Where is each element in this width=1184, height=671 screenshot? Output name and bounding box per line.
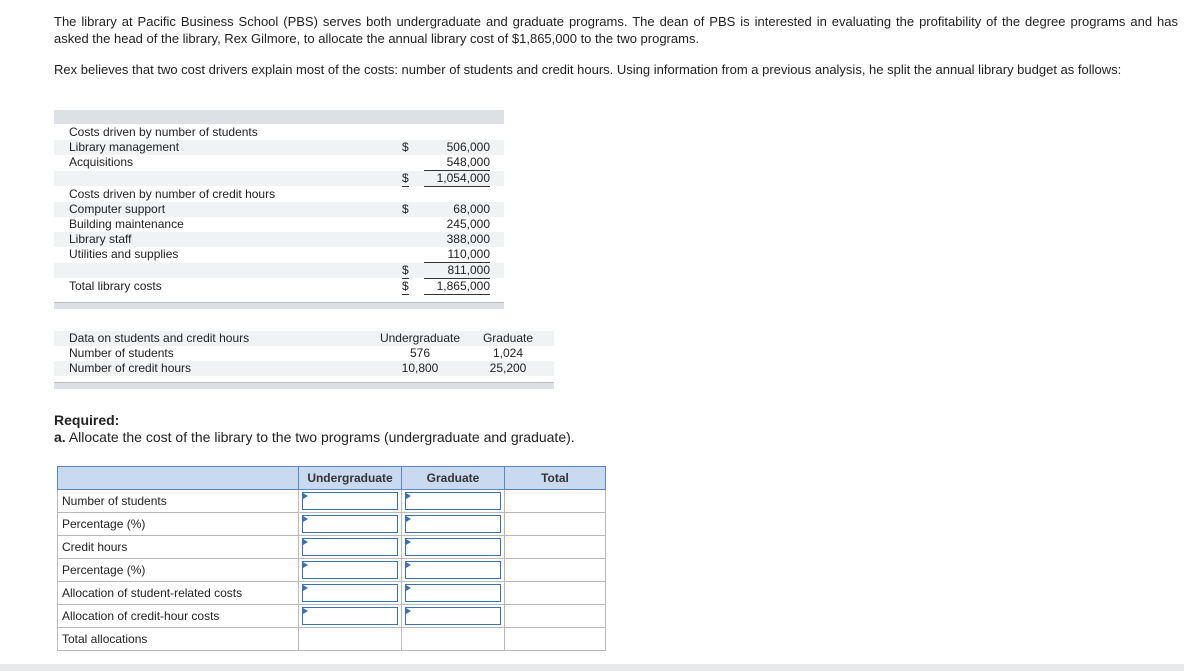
grad-input[interactable]: [405, 561, 501, 579]
undergrad-input[interactable]: [302, 584, 398, 602]
undergrad-input[interactable]: [302, 515, 398, 533]
total-label: Total library costs: [69, 279, 162, 293]
undergrad-cell: [299, 490, 402, 513]
total-cell: [505, 536, 606, 559]
undergrad-input[interactable]: [302, 561, 398, 579]
required-question: a. Allocate the cost of the library to the two programs (undergraduate and graduate).: [54, 429, 575, 445]
row-label: Percentage (%): [58, 559, 299, 582]
cost-label: Acquisitions: [69, 155, 134, 169]
undergrad-cell: [299, 559, 402, 582]
total-cell: [505, 628, 606, 651]
data-header-row: Data on students and credit hours Undergraduate Graduate: [54, 331, 554, 346]
required-section: [54, 412, 575, 446]
cost-label: Building maintenance: [69, 217, 184, 231]
cost-subtotal-row: [54, 263, 504, 278]
total-amount: 1,865,000: [424, 279, 490, 295]
grad-cell: [402, 536, 505, 559]
header-graduate: Graduate: [402, 467, 505, 490]
cost-amount: 68,000: [453, 202, 490, 216]
grad-cell: [402, 513, 505, 536]
row-label: Percentage (%): [58, 513, 299, 536]
answer-header-row: [58, 467, 606, 490]
undergrad-input[interactable]: [302, 607, 398, 625]
header-total: Total: [505, 467, 606, 490]
cost-amount: 506,000: [446, 140, 490, 154]
cost-amount: 110,000: [424, 247, 490, 263]
row-label: Allocation of student-related costs: [58, 582, 299, 605]
grad-total-cell: [402, 628, 505, 651]
header-undergraduate: Undergraduate: [299, 467, 402, 490]
answer-row: [58, 559, 606, 582]
undergrad-cell: [299, 536, 402, 559]
cost-row: [54, 140, 504, 155]
intro-paragraph-1: The library at Pacific Business School (PBS) serves both undergraduate and graduate programs. The dean of PBS is interested in evaluating the profitability of the degree programs and has asked the head of the library, Rex Gilmore, to allocate the annual library cost of $1,865,000 to the two programs.: [54, 14, 1178, 46]
header-blank: [58, 467, 299, 490]
answer-row: [58, 490, 606, 513]
cost-row: [54, 202, 504, 217]
table-top-bar: [54, 110, 504, 124]
grad-cell: [402, 605, 505, 628]
cost-section-header: Costs driven by number of credit hours: [69, 187, 276, 201]
grad-cell: [402, 490, 505, 513]
answer-total-row: [58, 628, 606, 651]
cost-row: [54, 155, 504, 170]
row-label: Credit hours: [58, 536, 299, 559]
student-credit-data-table: [54, 331, 554, 389]
cost-row: [54, 217, 504, 232]
dollar-sign: $: [402, 140, 409, 154]
row-label: Total allocations: [58, 628, 299, 651]
undergrad-cell: [299, 582, 402, 605]
total-cell: [505, 490, 606, 513]
page-bottom-strip: [0, 664, 1184, 671]
dollar-sign: $: [402, 279, 409, 293]
subtotal-amount: 811,000: [424, 263, 490, 279]
cost-subtotal-row: [54, 171, 504, 186]
grad-input[interactable]: [405, 515, 501, 533]
table-bottom-bar: [54, 382, 554, 389]
grad-input[interactable]: [405, 607, 501, 625]
dollar-sign: $: [402, 202, 409, 216]
cost-amount: 245,000: [446, 217, 490, 231]
undergrad-total-cell: [299, 628, 402, 651]
undergrad-input[interactable]: [302, 538, 398, 556]
cost-label: Computer support: [69, 202, 166, 216]
undergrad-input[interactable]: [302, 492, 398, 510]
row-label: Allocation of credit-hour costs: [58, 605, 299, 628]
grad-input[interactable]: [405, 584, 501, 602]
total-cell: [505, 582, 606, 605]
table-bottom-bar: [54, 302, 504, 309]
cost-amount: 548,000: [424, 155, 490, 171]
data-row: Number of students 576 1,024: [69, 346, 524, 360]
grad-input[interactable]: [405, 538, 501, 556]
answer-row: [58, 605, 606, 628]
undergrad-cell: [299, 605, 402, 628]
cost-label: Library management: [69, 140, 180, 154]
answer-row: [58, 536, 606, 559]
grad-cell: [402, 559, 505, 582]
grad-cell: [402, 582, 505, 605]
answer-row: [58, 513, 606, 536]
undergrad-cell: [299, 513, 402, 536]
subtotal-amount: 1,054,000: [424, 171, 490, 187]
cost-label: Library staff: [69, 232, 132, 246]
cost-label: Utilities and supplies: [69, 247, 179, 261]
cost-row: [54, 247, 504, 262]
cost-row: [54, 232, 504, 247]
required-heading: Required:: [54, 412, 120, 428]
cost-total-row: [54, 279, 504, 294]
answer-row: [58, 582, 606, 605]
cost-section-header: Costs driven by number of students: [69, 125, 258, 139]
intro-paragraph-2: Rex believes that two cost drivers explain most of the costs: number of students and credit hours. Using information from a previous analysis, he split the annual library budget as follows:: [54, 62, 1122, 77]
data-row: Number of credit hours 10,800 25,200: [54, 361, 554, 376]
row-label: Number of students: [58, 490, 299, 513]
total-cell: [505, 513, 606, 536]
library-cost-table: [54, 110, 504, 310]
cost-amount: 388,000: [446, 232, 490, 246]
total-cell: [505, 559, 606, 582]
grad-input[interactable]: [405, 492, 501, 510]
total-cell: [505, 605, 606, 628]
allocation-answer-table: [57, 466, 606, 651]
dollar-sign: $: [402, 171, 409, 185]
dollar-sign: $: [402, 263, 409, 277]
